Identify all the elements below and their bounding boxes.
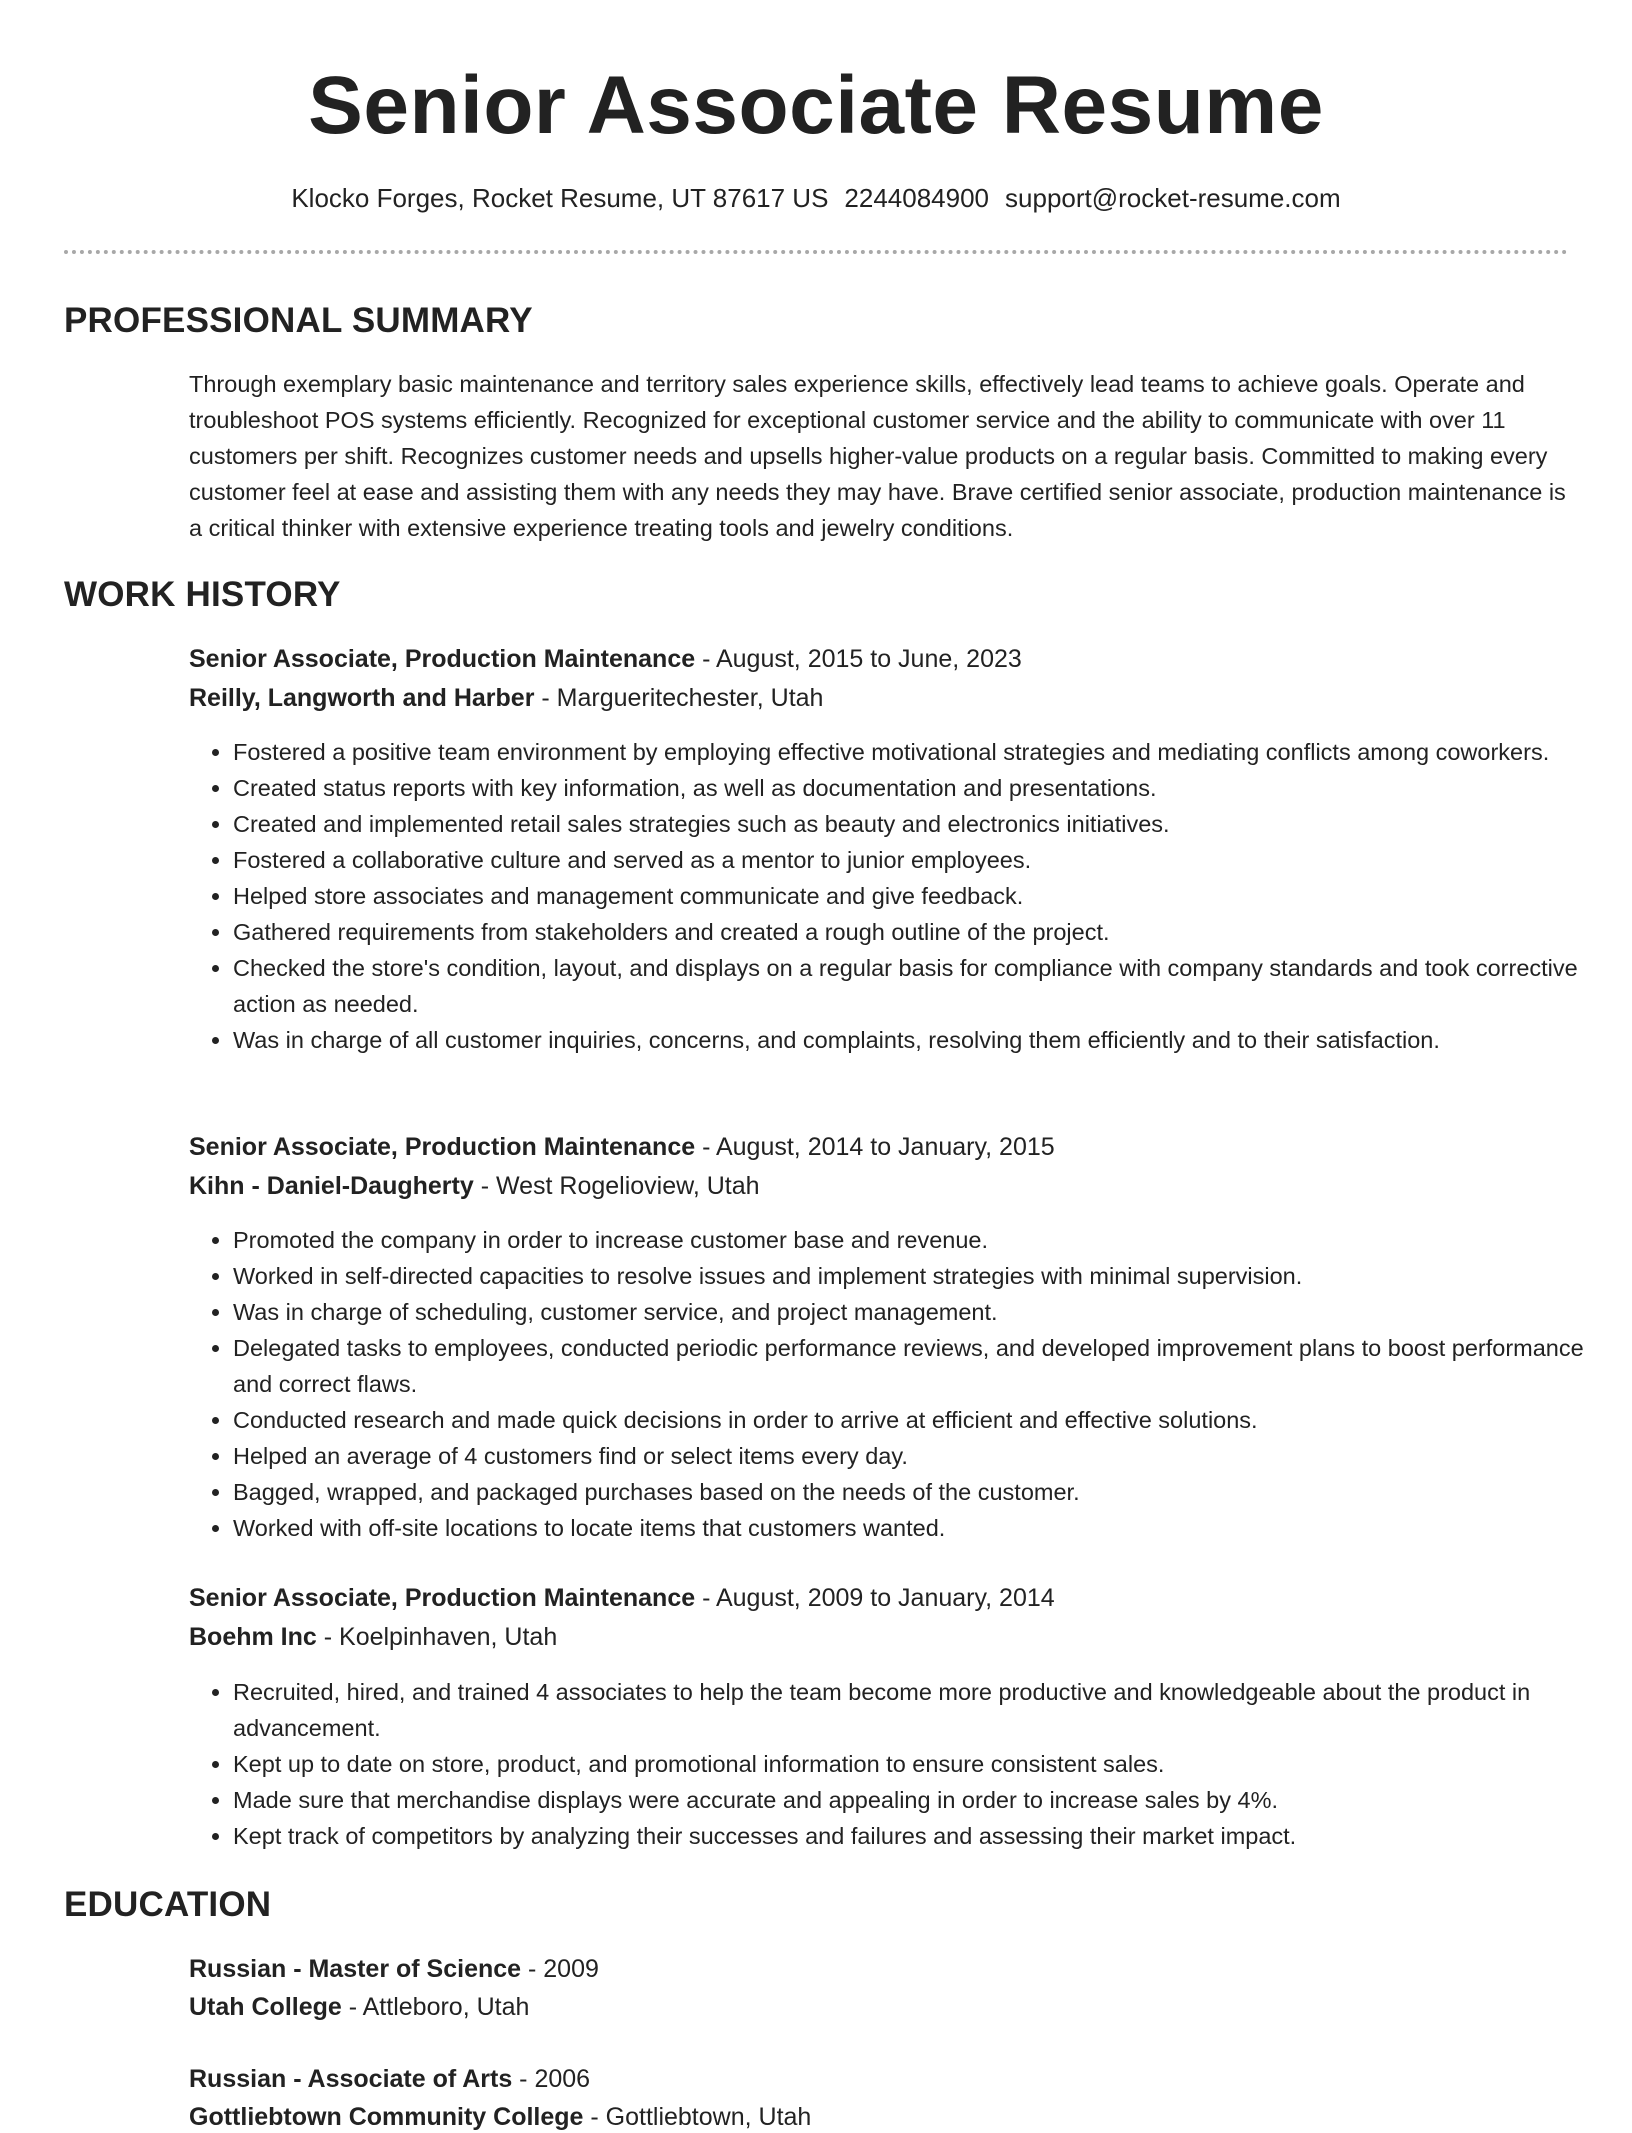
job-title: Senior Associate, Production Maintenance	[189, 1133, 696, 1161]
contact-email: support@rocket-resume.com	[1005, 183, 1341, 213]
job-title-line	[189, 643, 1022, 675]
job-title-line	[189, 1131, 1055, 1163]
list-item: • Worked in self-directed capacities to resolve issues and implement strategies with minimal supervision.	[233, 1258, 1613, 1294]
summary-heading: PROFESSIONAL SUMMARY	[64, 301, 533, 340]
education-year: - 2009	[521, 1955, 599, 1983]
work-history-heading: WORK HISTORY	[64, 575, 341, 614]
job-company: Kihn - Daniel-Daugherty	[189, 1172, 474, 1200]
list-item: • Promoted the company in order to increase customer base and revenue.	[233, 1222, 1613, 1258]
list-item: • Created status reports with key information, as well as documentation and presentations.	[233, 770, 1613, 806]
education-school-line	[189, 2101, 811, 2133]
header-divider	[64, 250, 1568, 254]
list-item: • Fostered a positive team environment by employing effective motivational strategies and mediating conflicts among coworkers.	[233, 734, 1613, 770]
job-title: Senior Associate, Production Maintenance	[189, 645, 696, 673]
contact-line	[0, 182, 1632, 214]
list-item: • Delegated tasks to employees, conducted periodic performance reviews, and developed improvement plans to boost performance and correct flaws.	[233, 1330, 1613, 1402]
education-heading: EDUCATION	[64, 1885, 272, 1924]
education-location: - Gottliebtown, Utah	[583, 2103, 812, 2131]
job-company: Boehm Inc	[189, 1623, 317, 1651]
list-item: • Helped an average of 4 customers find or select items every day.	[233, 1438, 1613, 1474]
list-item: • Was in charge of scheduling, customer service, and project management.	[233, 1294, 1613, 1330]
list-item: • Made sure that merchandise displays were accurate and appealing in order to increase sales by 4%.	[233, 1782, 1613, 1818]
job-company-line	[189, 1170, 760, 1202]
list-item: • Fostered a collaborative culture and served as a mentor to junior employees.	[233, 842, 1613, 878]
job-company-line	[189, 1621, 557, 1653]
list-item: • Worked with off-site locations to locate items that customers wanted.	[233, 1510, 1613, 1546]
list-item: • Kept up to date on store, product, and promotional information to ensure consistent sales.	[233, 1746, 1613, 1782]
job-title: Senior Associate, Production Maintenance	[189, 1584, 696, 1612]
job-dates: - August, 2009 to January, 2014	[695, 1584, 1055, 1612]
list-item: • Created and implemented retail sales strategies such as beauty and electronics initiatives.	[233, 806, 1613, 842]
job-location: - Koelpinhaven, Utah	[316, 1623, 558, 1651]
summary-text: Through exemplary basic maintenance and territory sales experience skills, effectively lead teams to achieve goals. Operate and troubleshoot POS systems efficiently. Recognized for exceptional customer service and the ability to communicate with over 11 customers per shift. Recognizes customer needs and upsells higher-value products on a regular basis. Committed to making every customer feel at ease and assisting them with any needs they may have. Brave certified senior associate, production maintenance is a critical thinker with extensive experience treating tools and jewelry conditions.	[189, 371, 1566, 541]
education-school-line	[189, 1991, 529, 2023]
list-item: • Checked the store's condition, layout, and displays on a regular basis for compliance with company standards and took corrective action as needed.	[233, 950, 1613, 1022]
contact-address: Klocko Forges, Rocket Resume, UT 87617 US	[291, 183, 829, 213]
job-title-line	[189, 1582, 1055, 1614]
job-bullets	[189, 1674, 1613, 1854]
list-item: • Gathered requirements from stakeholders and created a rough outline of the project.	[233, 914, 1613, 950]
list-item: • Kept track of competitors by analyzing their successes and failures and assessing their market impact.	[233, 1818, 1613, 1854]
contact-phone: 2244084900	[844, 183, 990, 213]
job-bullets	[189, 734, 1613, 1058]
list-item: • Helped store associates and management communicate and give feedback.	[233, 878, 1613, 914]
education-degree: Russian - Associate of Arts	[189, 2065, 513, 2093]
education-degree-line	[189, 2063, 590, 2095]
job-location: - West Rogelioview, Utah	[473, 1172, 760, 1200]
education-school: Utah College	[189, 1993, 342, 2021]
education-school: Gottliebtown Community College	[189, 2103, 584, 2131]
list-item: • Was in charge of all customer inquiries, concerns, and complaints, resolving them efficiently and to their satisfaction.	[233, 1022, 1613, 1058]
list-item: • Bagged, wrapped, and packaged purchases based on the needs of the customer.	[233, 1474, 1613, 1510]
list-item: • Conducted research and made quick decisions in order to arrive at efficient and effective solutions.	[233, 1402, 1613, 1438]
education-degree: Russian - Master of Science	[189, 1955, 522, 1983]
resume-title: Senior Associate Resume	[308, 60, 1324, 151]
education-location: - Attleboro, Utah	[341, 1993, 530, 2021]
job-dates: - August, 2015 to June, 2023	[695, 645, 1022, 673]
job-bullets	[189, 1222, 1613, 1546]
job-location: - Margueritechester, Utah	[534, 684, 824, 712]
list-item: • Recruited, hired, and trained 4 associates to help the team become more productive and knowledgeable about the product in advancement.	[233, 1674, 1613, 1746]
education-year: - 2006	[512, 2065, 591, 2093]
job-company-line	[189, 682, 823, 714]
job-dates: - August, 2014 to January, 2015	[695, 1133, 1055, 1161]
education-degree-line	[189, 1953, 599, 1985]
job-company: Reilly, Langworth and Harber	[189, 684, 535, 712]
